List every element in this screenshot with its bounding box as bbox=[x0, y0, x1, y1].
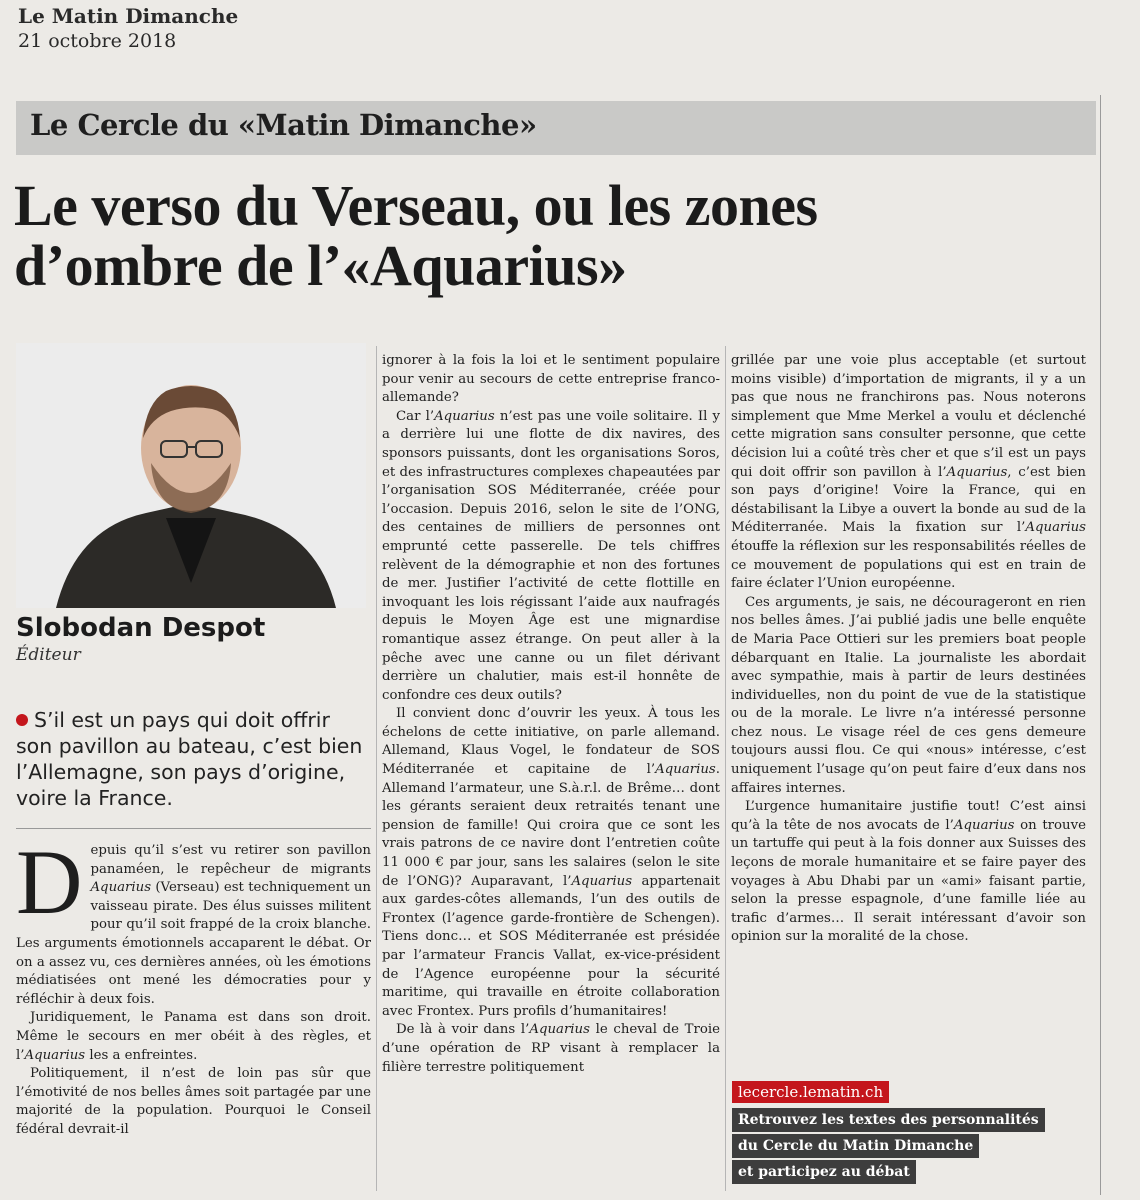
article-paragraph: Depuis qu’il s’est vu retirer son pavillon panaméen, le repêcheur de migrants Aquarius (Verseau) est techniquement un vaisseau pirate. Des élus suisses militent pour qu’il soit frappé de la croix blanche. Les arguments émotionnels accaparent le débat. Or on a assez vu, ces dernières années, où les émotions médiatisées ont mené les démocraties pour y réfléchir à deux fois. bbox=[16, 831, 371, 1007]
author-portrait-image bbox=[16, 343, 366, 608]
article-paragraph: ignorer à la fois la loi et le sentiment populaire pour venir au secours de cette entreprise franco-allemande? bbox=[382, 353, 720, 406]
author-role: Éditeur bbox=[16, 645, 81, 665]
headline-line-2: d’ombre de l’«Aquarius» bbox=[14, 233, 627, 298]
author-photo bbox=[16, 343, 366, 608]
article-column-1 bbox=[16, 831, 371, 1140]
promo-box bbox=[732, 1081, 1072, 1186]
page-column-rule bbox=[1100, 95, 1101, 1195]
promo-line-1: Retrouvez les textes des personnalités bbox=[732, 1108, 1045, 1132]
pull-quote-rule bbox=[16, 828, 371, 829]
article-paragraph: Ces arguments, je sais, ne décourageront en rien nos belles âmes. J’ai publié jadis une belle enquête de Maria Pace Ottieri sur les premiers boat people débarquant en Italie. La journaliste les abordait avec sympathie, mais à partir de leurs destinées individuelles, non du point de vue de la statistique ou de la morale. Le livre n’a intéressé personne chez nous. Le visage réel de ces gens demeure toujours aussi flou. Ce qui «nous» intéresse, c’est uniquement l’usage qu’on peut faire d’eux dans nos affaires internes. bbox=[731, 594, 1086, 796]
article-paragraph: L’urgence humanitaire justifie tout! C’est ainsi qu’à la tête de nos avocats de l’Aquarius on trouve un tartuffe qui peut à la fois donner aux Suisses des leçons de morale humanitaire et se faire payer des voyages à Abu Dhabi par un «ami» faisant partie, selon la presse espagnole, d’une famille liée au trafic d’armes… Il serait intéressant d’avoir son opinion sur la moralité de la chose. bbox=[731, 799, 1086, 945]
promo-url-link[interactable]: lecercle.lematin.ch bbox=[732, 1081, 889, 1103]
pull-quote bbox=[16, 707, 371, 811]
article-paragraph: grillée par une voie plus acceptable (et surtout moins visible) d’importation de migrants, il y a un pas que nous ne franchirons pas. Nous noterons simplement que Mme Merkel a voulu et déclenché cette migration sans consulter personne, que cette décision lui a coûté très cher et que s’il est un pays qui doit offrir son pavillon à l’Aquarius, c’est bien son pays d’origine! Voire la France, qui en déstabilisant la Libye a ouvert la bonde au sud de la Méditerranée. Mais la fixation sur l’Aquarius étouffe la réflexion sur les responsabilités réelles de ce mouvement de populations qui est en train de faire éclater l’Union européenne. bbox=[731, 353, 1086, 592]
headline bbox=[14, 173, 1094, 298]
article-paragraph: Car l’Aquarius n’est pas une voile solitaire. Il y a derrière lui une flotte de dix navires, des sponsors puissants, dont les organisations Soros, et des infrastructures complexes chapeautées par l’organisation SOS Méditerranée, créée pour l’occasion. Depuis 2016, selon le site de l’ONG, des centaines de milliers de personnes ont emprunté cette passerelle. De tels chiffres relèvent de la démographie et non des fortunes de mer. Justifier l’activité de cette flottille en invoquant les lois régissant l’aide aux naufragés depuis le Moyen Âge est une mignardise romantique assez étrange. On peut aller à la pêche avec une canne ou un filet dérivant derrière un chalutier, mais est-il honnête de confondre ces deux outils? bbox=[382, 408, 720, 703]
article-paragraph: De là à voir dans l’Aquarius le cheval de Troie d’une opération de RP visant à remplacer la filière terrestre politiquement bbox=[382, 1022, 720, 1075]
red-bullet-icon bbox=[16, 714, 28, 726]
article-paragraph: Il convient donc d’ouvrir les yeux. À tous les échelons de cette initiative, on parle allemand. Allemand, Klaus Vogel, le fondateur de SOS Méditerranée et capitaine de l’Aquarius. Allemand l’armateur, une S.à.r.l. de Brême… dont les gérants seraient deux retraités tenant une pension de famille! Qui croira que ce sont les vrais patrons de ce navire dont l’entretien coûte 11 000 € par jour, sans les salaires (selon le site de l’ONG)? Auparavant, l’Aquarius appartenait aux gardes-côtes allemands, l’un des outils de Frontex (l’agence garde-frontière de Schengen). Tiens donc… et SOS Méditerranée est présidée par l’armateur Francis Vallat, ex-vice-président de l’Agence européenne pour la sécurité maritime, qui travaille en étroite collaboration avec Frontex. Purs profils d’humanitaires! bbox=[382, 706, 720, 1019]
promo-line-2: du Cercle du Matin Dimanche bbox=[732, 1134, 979, 1158]
masthead bbox=[18, 4, 238, 52]
publication-date: 21 octobre 2018 bbox=[18, 30, 177, 52]
article-column-3 bbox=[731, 352, 1086, 947]
article-paragraph: Juridiquement, le Panama est dans son droit. Même le secours en mer obéit à des règles, et l’Aquarius les a enfreintes. bbox=[16, 1010, 371, 1063]
headline-line-1: Le verso du Verseau, ou les zones bbox=[14, 173, 818, 238]
section-band bbox=[16, 101, 1096, 155]
promo-line-3: et participez au débat bbox=[732, 1160, 916, 1184]
article-paragraph: Politiquement, il n’est de loin pas sûr que l’émotivité de nos belles âmes soit partagée par une majorité de la population. Pourquoi le Conseil fédéral devrait-il bbox=[16, 1066, 371, 1137]
pull-quote-text: S’il est un pays qui doit offrir son pavillon au bateau, c’est bien l’Allemagne, son pays d’origine, voire la France. bbox=[16, 708, 363, 810]
drop-cap: D bbox=[16, 831, 83, 933]
author-name: Slobodan Despot bbox=[16, 613, 266, 643]
article-column-2 bbox=[382, 352, 720, 1077]
column-divider bbox=[376, 346, 377, 1191]
column-divider bbox=[725, 346, 726, 1191]
section-title: Le Cercle du «Matin Dimanche» bbox=[30, 108, 537, 142]
publication-name: Le Matin Dimanche bbox=[18, 4, 239, 28]
byline bbox=[16, 613, 265, 665]
